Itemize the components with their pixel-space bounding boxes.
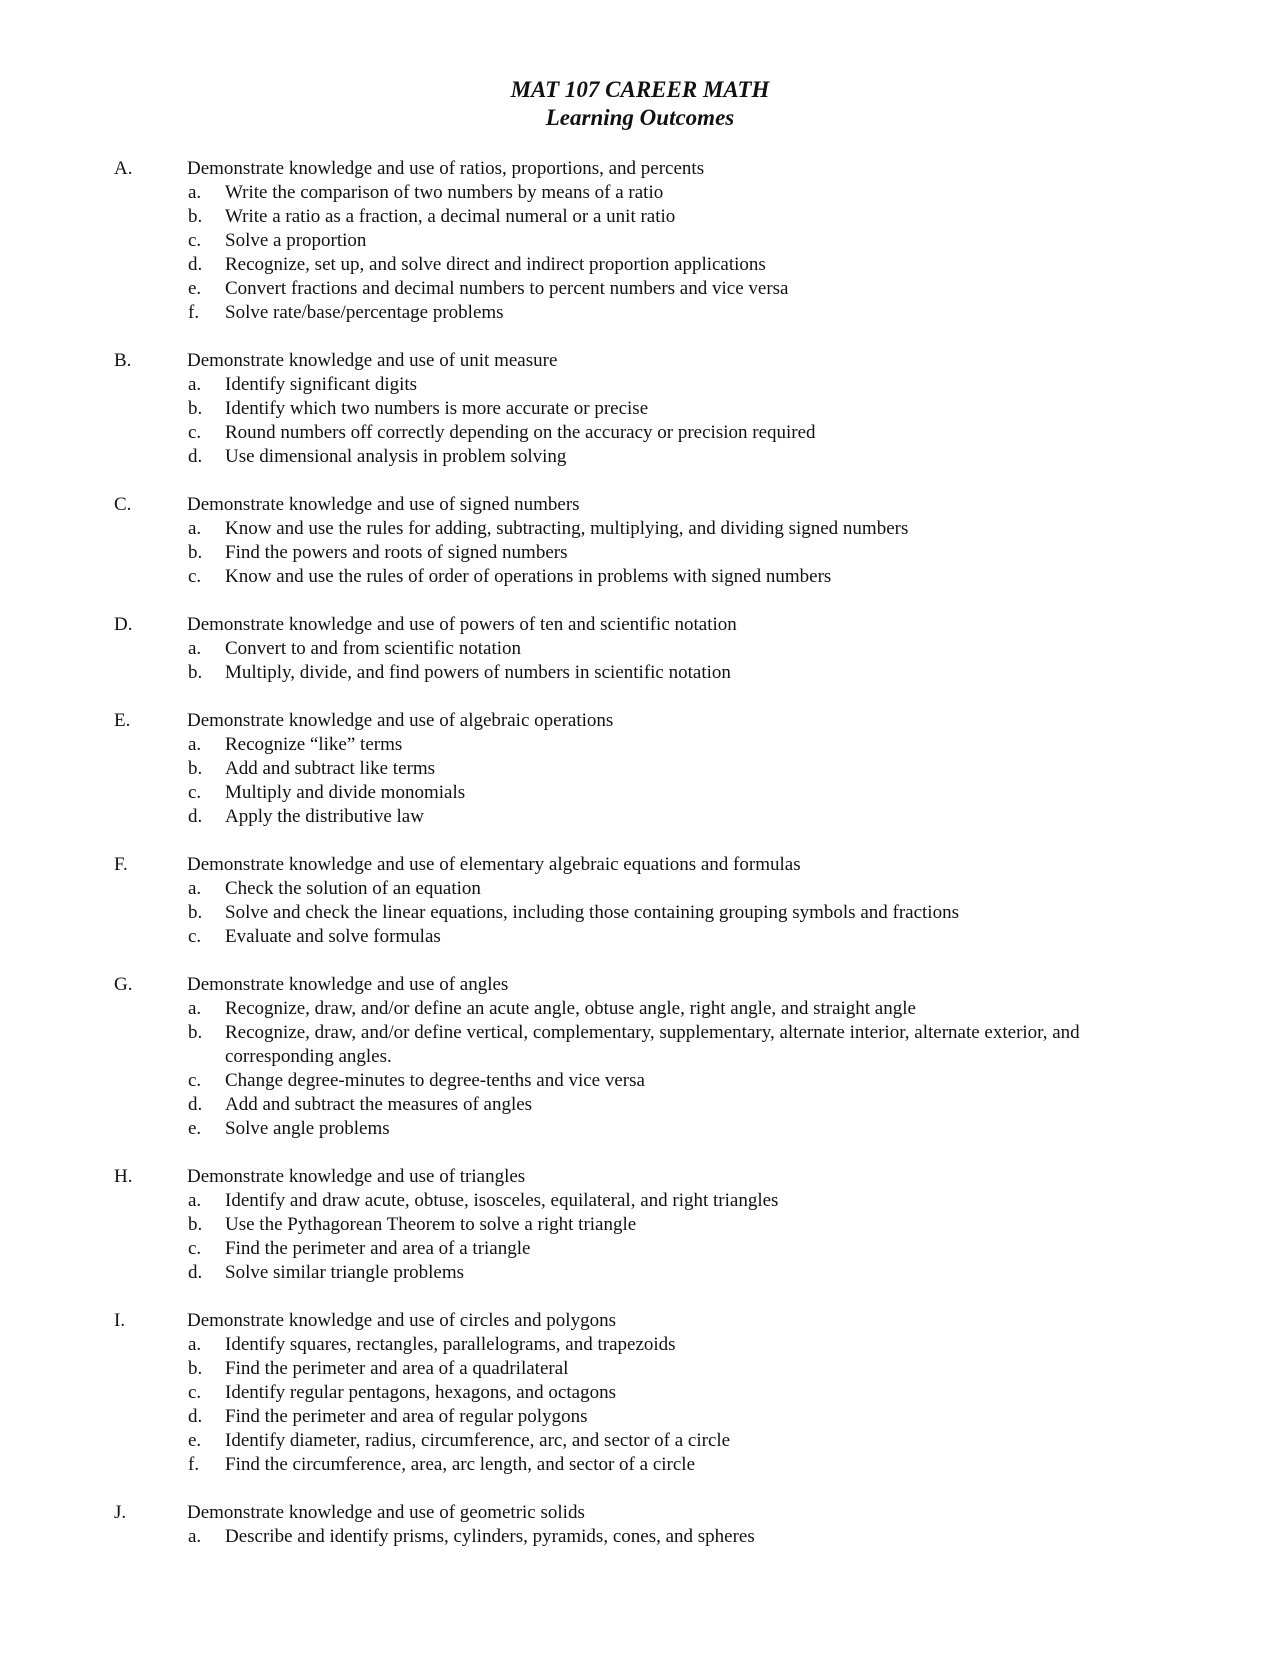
outcome-item — [0, 1357, 1280, 1381]
item-letter: b. — [188, 1358, 203, 1379]
outcome-item — [0, 277, 1280, 301]
section-letter: J. — [114, 1502, 127, 1523]
outcome-item — [0, 445, 1280, 469]
outcome-item — [0, 205, 1280, 229]
document-header — [0, 76, 1280, 132]
section-letter: B. — [114, 350, 132, 371]
outcome-item — [0, 397, 1280, 421]
item-text: Convert to and from scientific notation — [225, 638, 522, 659]
outcome-item — [0, 757, 1280, 781]
section-title: Demonstrate knowledge and use of elementary algebraic equations and formulas — [187, 854, 801, 875]
section-title: Demonstrate knowledge and use of unit measure — [187, 350, 558, 371]
section-heading — [0, 157, 1280, 181]
item-letter: c. — [188, 1238, 202, 1259]
item-letter: b. — [188, 758, 203, 779]
item-text: Find the perimeter and area of a quadrilateral — [225, 1358, 569, 1379]
item-text: Convert fractions and decimal numbers to percent numbers and vice versa — [225, 278, 789, 299]
section-letter: H. — [114, 1166, 133, 1187]
outcome-item — [0, 1333, 1280, 1357]
item-letter: b. — [188, 542, 203, 563]
outcome-section — [0, 973, 1280, 1141]
item-letter: b. — [188, 398, 203, 419]
outcome-item — [0, 733, 1280, 757]
outcome-item — [0, 805, 1280, 829]
item-text: Recognize, draw, and/or define an acute angle, obtuse angle, right angle, and straight angle — [225, 998, 916, 1019]
section-heading — [0, 349, 1280, 373]
item-letter: a. — [188, 518, 202, 539]
outcome-section — [0, 157, 1280, 325]
outcome-item — [0, 901, 1280, 925]
outcome-item — [0, 181, 1280, 205]
outcome-item — [0, 1381, 1280, 1405]
section-heading — [0, 853, 1280, 877]
outcome-item — [0, 1453, 1280, 1477]
section-letter: D. — [114, 614, 133, 635]
item-text: Multiply, divide, and find powers of numbers in scientific notation — [225, 662, 731, 683]
item-letter: d. — [188, 446, 203, 467]
section-letter: F. — [114, 854, 128, 875]
item-text: Recognize, draw, and/or define vertical, complementary, supplementary, alternate interior, alternate exterior, and corresponding angles. — [225, 1022, 1080, 1067]
item-text: Multiply and divide monomials — [225, 782, 466, 803]
outcome-section — [0, 853, 1280, 949]
item-text: Add and subtract like terms — [225, 758, 436, 779]
item-letter: a. — [188, 1190, 202, 1211]
outcome-item — [0, 301, 1280, 325]
section-heading — [0, 1309, 1280, 1333]
item-text: Recognize, set up, and solve direct and indirect proportion applications — [225, 254, 766, 275]
section-title: Demonstrate knowledge and use of ratios, proportions, and percents — [187, 158, 705, 179]
section-heading — [0, 613, 1280, 637]
item-letter: c. — [188, 1382, 202, 1403]
item-letter: a. — [188, 878, 202, 899]
item-text: Write a ratio as a fraction, a decimal numeral or a unit ratio — [225, 206, 676, 227]
item-letter: c. — [188, 566, 202, 587]
outcome-section — [0, 349, 1280, 469]
section-title: Demonstrate knowledge and use of geometric solids — [187, 1502, 585, 1523]
item-text: Check the solution of an equation — [225, 878, 481, 899]
item-text: Solve a proportion — [225, 230, 367, 251]
item-letter: d. — [188, 1406, 203, 1427]
section-title: Demonstrate knowledge and use of algebraic operations — [187, 710, 614, 731]
outcome-item — [0, 253, 1280, 277]
item-text: Solve similar triangle problems — [225, 1262, 465, 1283]
outcome-item — [0, 565, 1280, 589]
item-text: Use the Pythagorean Theorem to solve a right triangle — [225, 1214, 637, 1235]
item-letter: c. — [188, 422, 202, 443]
section-heading — [0, 493, 1280, 517]
item-letter: d. — [188, 1262, 203, 1283]
item-text: Solve rate/base/percentage problems — [225, 302, 504, 323]
outcome-item — [0, 637, 1280, 661]
outcome-item — [0, 925, 1280, 949]
item-letter: a. — [188, 1334, 202, 1355]
section-title: Demonstrate knowledge and use of circles and polygons — [187, 1310, 616, 1331]
section-title: Demonstrate knowledge and use of angles — [187, 974, 509, 995]
section-letter: E. — [114, 710, 131, 731]
outcome-item — [0, 877, 1280, 901]
outcome-item — [0, 1021, 1280, 1069]
section-letter: A. — [114, 158, 133, 179]
outcome-item — [0, 1213, 1280, 1237]
outcome-item — [0, 1237, 1280, 1261]
item-text: Apply the distributive law — [225, 806, 424, 827]
item-text: Find the powers and roots of signed numbers — [225, 542, 568, 563]
item-text: Recognize “like” terms — [225, 734, 403, 755]
item-letter: d. — [188, 254, 203, 275]
item-letter: b. — [188, 206, 203, 227]
section-heading — [0, 1501, 1280, 1525]
outcome-section — [0, 613, 1280, 685]
outcome-item — [0, 781, 1280, 805]
item-letter: e. — [188, 1430, 202, 1451]
item-letter: a. — [188, 1526, 202, 1547]
item-text: Solve and check the linear equations, including those containing grouping symbols and fractions — [225, 902, 959, 923]
outcome-item — [0, 229, 1280, 253]
outcome-sections — [0, 157, 1280, 1573]
outcome-item — [0, 1525, 1280, 1549]
item-text: Identify squares, rectangles, parallelograms, and trapezoids — [225, 1334, 676, 1355]
item-text: Evaluate and solve formulas — [225, 926, 441, 947]
item-letter: e. — [188, 278, 202, 299]
document-title: MAT 107 CAREER MATH — [510, 77, 770, 102]
item-text: Know and use the rules for adding, subtracting, multiplying, and dividing signed numbers — [225, 518, 909, 539]
item-letter: d. — [188, 1094, 203, 1115]
item-letter: a. — [188, 638, 202, 659]
item-letter: f. — [188, 302, 200, 323]
section-title: Demonstrate knowledge and use of powers of ten and scientific notation — [187, 614, 737, 635]
section-letter: I. — [114, 1310, 126, 1331]
section-letter: C. — [114, 494, 132, 515]
item-text: Write the comparison of two numbers by means of a ratio — [225, 182, 664, 203]
outcome-item — [0, 1261, 1280, 1285]
item-text: Use dimensional analysis in problem solving — [225, 446, 567, 467]
item-letter: c. — [188, 1070, 202, 1091]
item-letter: e. — [188, 1118, 202, 1139]
item-text: Identify significant digits — [225, 374, 418, 395]
section-heading — [0, 709, 1280, 733]
item-text: Change degree-minutes to degree-tenths and vice versa — [225, 1070, 645, 1091]
outcome-section — [0, 1309, 1280, 1477]
item-text: Find the circumference, area, arc length, and sector of a circle — [225, 1454, 695, 1475]
item-text: Solve angle problems — [225, 1118, 390, 1139]
item-letter: b. — [188, 662, 203, 683]
item-text: Add and subtract the measures of angles — [225, 1094, 533, 1115]
outcome-item — [0, 997, 1280, 1021]
item-letter: a. — [188, 734, 202, 755]
outcome-item — [0, 421, 1280, 445]
item-letter: b. — [188, 1214, 203, 1235]
item-text: Round numbers off correctly depending on the accuracy or precision required — [225, 422, 816, 443]
item-letter: b. — [188, 902, 203, 923]
item-text: Find the perimeter and area of a triangle — [225, 1238, 531, 1259]
section-title: Demonstrate knowledge and use of signed numbers — [187, 494, 580, 515]
item-letter: d. — [188, 806, 203, 827]
item-letter: a. — [188, 374, 202, 395]
outcome-item — [0, 1069, 1280, 1093]
item-text: Describe and identify prisms, cylinders, pyramids, cones, and spheres — [225, 1526, 755, 1547]
outcome-item — [0, 1117, 1280, 1141]
section-heading — [0, 973, 1280, 997]
outcome-item — [0, 1429, 1280, 1453]
outcome-section — [0, 1501, 1280, 1549]
outcome-item — [0, 517, 1280, 541]
outcome-item — [0, 661, 1280, 685]
section-letter: G. — [114, 974, 133, 995]
item-letter: c. — [188, 926, 202, 947]
outcome-section — [0, 493, 1280, 589]
item-letter: f. — [188, 1454, 200, 1475]
outcome-item — [0, 373, 1280, 397]
outcome-item — [0, 1189, 1280, 1213]
section-title: Demonstrate knowledge and use of triangles — [187, 1166, 526, 1187]
outcome-section — [0, 1165, 1280, 1285]
outcome-item — [0, 1405, 1280, 1429]
item-text: Identify and draw acute, obtuse, isosceles, equilateral, and right triangles — [225, 1190, 779, 1211]
outcome-item — [0, 1093, 1280, 1117]
document-subtitle: Learning Outcomes — [545, 105, 735, 130]
item-text: Identify which two numbers is more accurate or precise — [225, 398, 649, 419]
outcome-section — [0, 709, 1280, 829]
outcome-item — [0, 541, 1280, 565]
section-heading — [0, 1165, 1280, 1189]
item-letter: b. — [188, 1022, 203, 1043]
item-text: Find the perimeter and area of regular polygons — [225, 1406, 588, 1427]
item-text: Identify regular pentagons, hexagons, and octagons — [225, 1382, 616, 1403]
item-text: Identify diameter, radius, circumference, arc, and sector of a circle — [225, 1430, 731, 1451]
item-letter: a. — [188, 182, 202, 203]
item-letter: c. — [188, 230, 202, 251]
item-letter: c. — [188, 782, 202, 803]
item-letter: a. — [188, 998, 202, 1019]
item-text: Know and use the rules of order of operations in problems with signed numbers — [225, 566, 832, 587]
